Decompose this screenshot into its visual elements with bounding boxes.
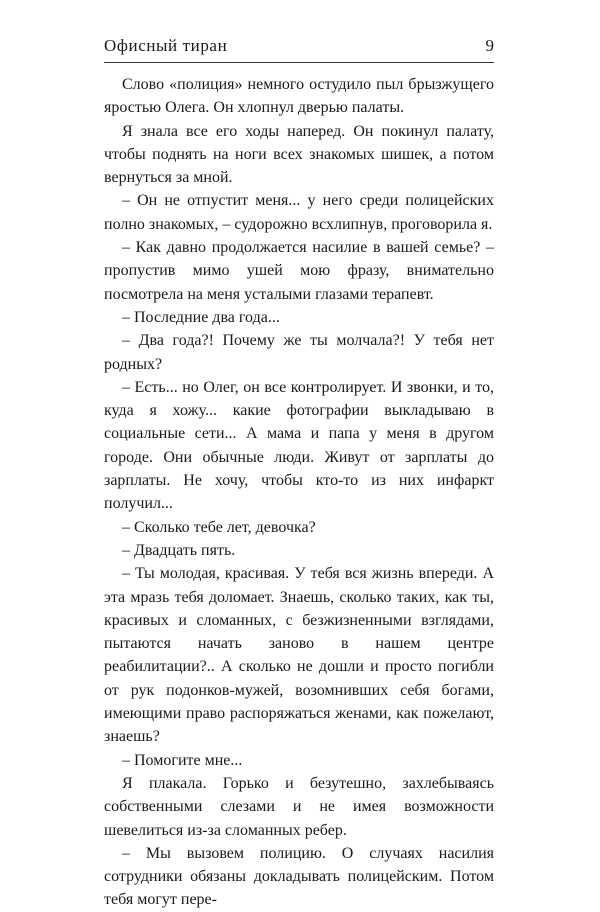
paragraph: – Двадцать пять.: [122, 541, 236, 559]
paragraph: – Помогите мне...: [122, 751, 243, 769]
body-text: [104, 73, 494, 912]
paragraph: – Как давно продолжается насилие в вашей семье? – пропустив мимо ушей мою фразу, внимательно посмотрела на меня усталыми глазами терапевт.: [104, 239, 494, 303]
paragraph: – Он не отпустит меня... у него среди полицейских полно знакомых, – судорожно всхлипнув, проговорила я.: [104, 192, 494, 233]
running-header: [104, 36, 494, 60]
paragraph: – Сколько тебе лет, девочка?: [122, 518, 316, 536]
paragraph: – Есть... но Олег, он все контролирует. И звонки, и то, куда я хожу... какие фотографии выкладываю в социальные сети... А мама и папа у меня в другом городе. Они обычные люди. Живут от зарплаты до зарплаты. Не хочу, чтобы кто-то из них инфаркт получил...: [104, 378, 494, 513]
paragraph: – Два года?! Почему же ты молчала?! У тебя нет родных?: [104, 332, 494, 373]
paragraph: Я знала все его ходы наперед. Он покинул палату, чтобы поднять на ноги всех знакомых шишек, а потом вернуться за мной.: [104, 122, 494, 187]
paragraph: – Ты молодая, красивая. У тебя вся жизнь впереди. А эта мразь тебя доломает. Знаешь, сколько таких, как ты, красивых и сломанных, с безжизненными взглядами, пытаются начать заново в нашем центре реабилитации?.. А сколько не дошли и просто погибли от рук подонков-мужей, возомнивших себя богами, имеющими право распоряжаться женами, как пожелают, знаешь?: [104, 565, 494, 746]
paragraph: Слово «полиция» немного остудило пыл брызжущего яростью Олега. Он хлопнул дверью палаты.: [104, 76, 494, 117]
paragraph: – Мы вызовем полицию. О случаях насилия сотрудники обязаны докладывать полицейским. Потом тебя могут пере-: [104, 844, 494, 909]
running-title: Офисный тиран: [104, 36, 228, 55]
paragraph: Я плакала. Горько и безутешно, захлебываясь собственными слезами и не имея возможности шевелиться из-за сломанных ребер.: [104, 774, 494, 839]
page-number: 9: [485, 36, 494, 55]
header-rule: [104, 62, 494, 63]
paragraph: – Последние два года...: [122, 308, 280, 326]
